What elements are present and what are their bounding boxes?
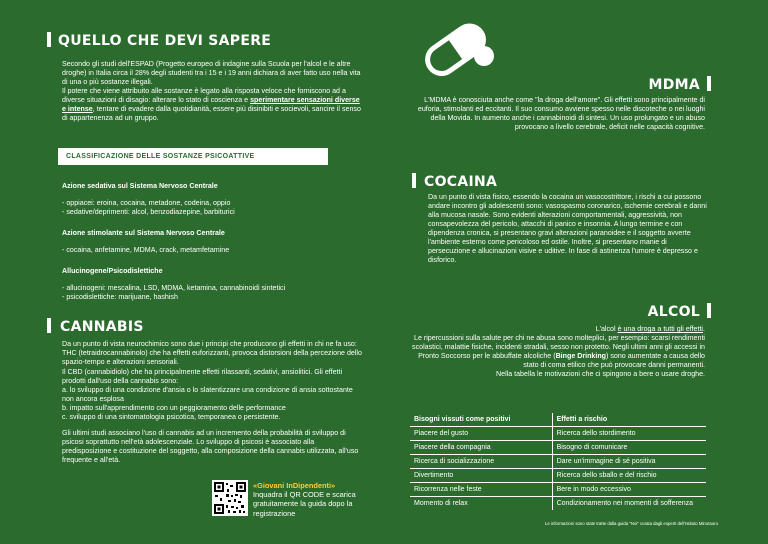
accent-bar (412, 173, 416, 188)
table-cell: Ricerca dello stordimento (552, 427, 706, 441)
section-title: QUELLO CHE DEVI SAPERE (58, 33, 272, 49)
table-cell: Ricorrenza nelle feste (410, 483, 552, 497)
table-row (410, 427, 706, 441)
table-row (410, 497, 706, 511)
cannabis-effects-list (62, 386, 362, 422)
table-cell: Bere in modo eccessivo (552, 483, 706, 497)
table-row (410, 483, 706, 497)
qr-text: Inquadra il QR CODE e scarica gratuitamente la guida dopo la registrazione (253, 490, 356, 518)
mdma-title: MDMA (648, 77, 700, 93)
group-list-sedative (62, 199, 362, 217)
mdma-text: L'MDMA è conosciuta anche come "la droga dell'amore". Gli effetti sono principalmente di euforia, stimolanti ed eccitanti. Il suo consumo avviene spesso nelle discoteche o nei luoghi della Movida. In aumento anche i cannabinoidi di sintesi. Un uso prolungato e un abuso provocano a livello cerebrale, deficit nelle capacità cognitive. (417, 96, 705, 131)
cannabis-para-1: Da un punto di vista neurochimico sono due i principi che producono gli effetti in chi ne fa uso: THC (tetraidrocannabinolo) che ha effetti euforizzanti, provoca distorsioni della percezione dello spazio-tempo e alterazioni sensoriali. (62, 340, 362, 366)
accent-bar (707, 303, 711, 318)
table-cell: Piacere del gusto (410, 427, 552, 441)
qr-caption (253, 481, 365, 518)
footer-note: Le informazioni sono state tratte dalla guida "Noi" curata dagli esperti dell'Istituto Minotauro (545, 521, 718, 526)
intro-para-1: Secondo gli studi dell'ESPAD (Progetto europeo di indagine sulla Scuola per l'alcol e le altre droghe) in Italia circa il 28% degli studenti tra i 15 e i 19 anni dichiara di aver fatto uso nella vita di una o più sostanze illegali. (62, 60, 361, 86)
substance-groups (62, 182, 362, 302)
table-cell: Ricerca di socializzazione (410, 455, 552, 469)
cannabis-para-2: Il CBD (cannabidiolo) che ha principalmente effetti rilassanti, sedativi, ansiolitici. Gli effetti prodotti dall'uso della cannabis sono: (62, 368, 343, 385)
accent-bar (47, 318, 51, 333)
cannabis-title: CANNABIS (60, 319, 144, 335)
table-cell: Momento di relax (410, 497, 552, 511)
qr-title: «Giovani InDipendenti» (253, 481, 336, 490)
table-header: Bisogni vissuti come positivi (410, 413, 552, 427)
classification-box: CLASSIFICAZIONE DELLE SOSTANZE PSICOATTIVE (58, 148, 328, 165)
motivation-table (410, 413, 706, 510)
list-item: - cocaina, anfetamine, MDMA, crack, metamfetamine (62, 246, 230, 254)
cannabis-text (62, 340, 362, 465)
list-item: - sedative/deprimenti: alcol, benzodiazepine, barbiturici (62, 208, 235, 216)
alcol-para-table-intro: Nella tabella le motivazioni che ci spingono a bere o usare droghe. (496, 370, 705, 378)
table-row (410, 455, 706, 469)
qr-code[interactable] (212, 480, 248, 516)
alcol-line-1: L'alcol è una droga a tutti gli effetti. (595, 325, 705, 333)
list-item: - allucinogeni: mescalina, LSD, MDMA, ketamina, cannabinoidi sintetici (62, 284, 286, 292)
table-row (410, 469, 706, 483)
alcol-title: ALCOL (647, 304, 700, 320)
intro-text (62, 60, 362, 123)
cocaina-title: COCAINA (424, 174, 498, 190)
table-cell: Piacere della compagnia (410, 441, 552, 455)
qr-code-icon (212, 480, 248, 516)
alcol-text (410, 325, 705, 379)
table-row (410, 441, 706, 455)
pill-icon (418, 18, 498, 78)
accent-bar (47, 32, 51, 47)
list-item: c. sviluppo di una sintomatologia psicotica, temporanea o persistente. (62, 413, 281, 421)
intro-para-2: Il potere che viene attribuito alle sostanze è legato alla risposta veloce che forniscono ad a diverse situazioni di disagio: alterare lo stato di coscienza e sperimentare sensazioni diverse e intense, tentare di evadere dalla quotidianità, essere più disinibiti e socievoli, sancire il senso di appartenenza ad un gruppo. (62, 87, 361, 122)
group-list-hallucinogen (62, 284, 362, 302)
table-cell: Condizionamento nei momenti di sofferenza (552, 497, 706, 511)
table-cell: Divertimento (410, 469, 552, 483)
list-item: a. lo sviluppo di una condizione d'ansia o lo slatentizzare una condizione di ansia sottostante non ancora esplosa (62, 386, 353, 403)
cocaina-text: Da un punto di vista fisico, essendo la cocaina un vasocostrittore, i rischi a cui possono andare incontro gli adolescenti sono: vasospasmo coronarico, ischemie cerebrali e danni alla mucosa nasale. Sono evidenti alterazioni comportamentali, aggressività, non consapevolezza del pericolo, attacchi di panico e insonnia. A lungo termine e con dipendenza cronica, si presentano gravi alterazioni paranoidee e il soggetto avverte l'ambiente esterno come pericoloso ed ostile. Inoltre, si presentano manie di persecuzione e allucinazioni visive e uditive. In fase di astinenza l'umore è depresso e disforico. (428, 193, 707, 264)
table-cell: Bisogno di comunicare (552, 441, 706, 455)
list-item: b. impatto sull'apprendimento con un peggioramento delle performance (62, 404, 286, 412)
accent-bar (707, 76, 711, 91)
group-heading-hallucinogen: Allucinogene/Psicodislettiche (62, 267, 163, 275)
alcol-para: Le ripercussioni sulla salute per chi ne abusa sono molteplici, per esempio: scarsi rendimenti scolastici, malattie fisiche, incidenti stradali, sesso non protetto. Negli ultimi anni gli accessi in Pronto Soccorso per le abbuffate alcoliche (Binge Drinking) sono aumentate a causa dello stato di coma etilico che può provocare danni permanenti. (412, 334, 705, 369)
table-cell: Dare un'immagine di sé positiva (552, 455, 706, 469)
list-item: - psicodislettiche: marijuane, hashish (62, 293, 178, 301)
cannabis-para-3: Gli ultimi studi associano l'uso di cannabis ad un incremento della probabilità di sviluppo di psicosi soprattutto nell'età adolescenziale. Lo sviluppo di psicosi è associato alla predisposizione e costituzione del soggetto, alla composizione della cannabis utilizzata, all'uso frequente e all'età. (62, 429, 359, 464)
table-cell: Ricerca dello sballo e del rischio (552, 469, 706, 483)
table-header: Effetti a rischio (556, 416, 608, 423)
list-item: - oppiacei: eroina, cocaina, metadone, codeina, oppio (62, 199, 231, 207)
group-heading-stimulant: Azione stimolante sul Sistema Nervoso Centrale (62, 229, 225, 237)
table-header-row (410, 413, 706, 427)
group-heading-sedative: Azione sedativa sul Sistema Nervoso Centrale (62, 182, 218, 190)
group-list-stimulant (62, 246, 362, 255)
